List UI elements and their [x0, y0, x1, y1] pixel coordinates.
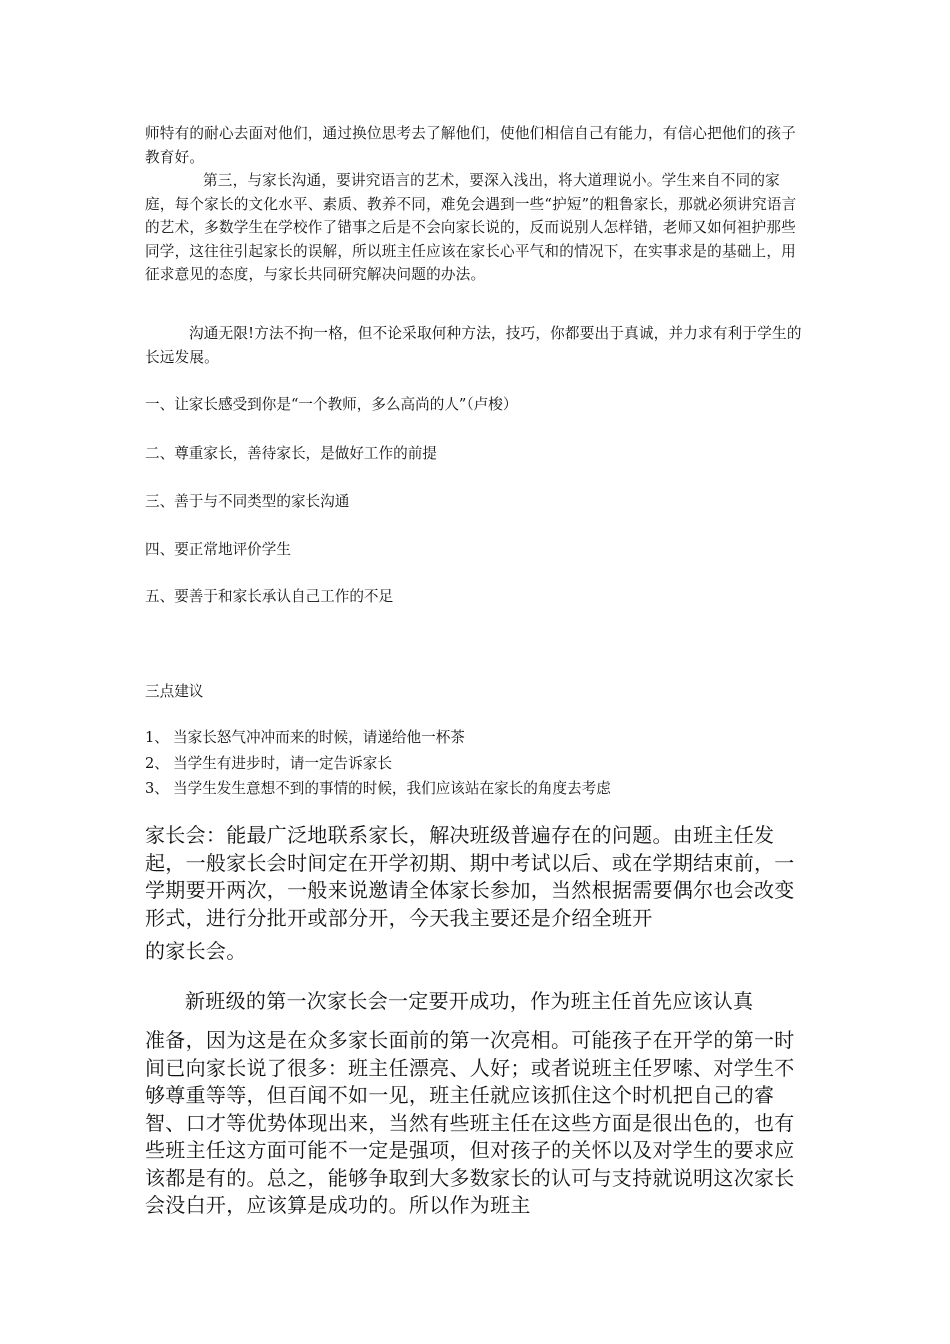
paragraph-patience: 师特有的耐心去面对他们，通过换位思考去了解他们，使他们相信自己有能力，有信心把他们的孩子教育好。: [145, 125, 796, 166]
list-item-number: 3、: [145, 780, 169, 797]
heading-4: 四、要正常地评价学生: [145, 541, 291, 558]
paragraph-language-art: 第三，与家长沟通，要讲究语言的艺术，要深入浅出，将大道理说小。学生来自不同的家庭，每个家长的文化水平、素质、教养不同，难免会遇到一些“护短”的粗鲁家长，那就必须讲究语言的艺术，多数学生在学校作了错事之后是不会向家长说的，反而说别人怎样错，老师又如何袒护那些同学，这往往引起家长的误解，所以班主任应该在家长心平气和的情况下，在实事求是的基础上，用征求意见的态度，与家长共同研究解决问题的办法。: [145, 172, 797, 284]
heading-1: 一、让家长感受到你是“一个教师，多么高尚的人”（卢梭）: [145, 396, 518, 413]
list-item: [145, 725, 611, 751]
heading-5: 五、要善于和家长承认自己工作的不足: [145, 588, 394, 605]
suggestions-list: [145, 725, 611, 802]
paragraph-parent-meeting-tail: 的家长会。: [145, 939, 247, 963]
list-item-text: 当学生发生意想不到的事情的时候，我们应该站在家长的角度去考虑: [173, 780, 611, 797]
list-item-number: 1、: [145, 729, 169, 746]
list-item: [145, 751, 611, 777]
list-item-text: 当家长怒气冲冲而来的时候，请递给他一杯茶: [173, 729, 465, 746]
paragraph-parent-meeting-intro: 家长会：能最广泛地联系家长，解决班级普遍存在的问题。由班主任发起，一般家长会时间定在开学初期、期中考试以后、或在学期结束前，一学期要开两次，一般来说邀请全体家长参加，当然根据需要偶尔也会改变形式，进行分批开或部分开，今天我主要还是介绍全班开: [145, 823, 795, 930]
paragraph-communication-sincerity: 沟通无限!方法不拘一格，但不论采取何种方法，技巧，你都要出于真诚，并力求有利于学生的长远发展。: [145, 325, 802, 366]
list-item-text: 当学生有进步时，请一定告诉家长: [173, 754, 392, 772]
list-item: [145, 776, 611, 802]
paragraph-first-meeting: 新班级的第一次家长会一定要开成功，作为班主任首先应该认真: [185, 989, 754, 1013]
suggestions-title: 三点建议: [145, 683, 204, 700]
heading-3: 三、善于与不同类型的家长沟通: [145, 493, 350, 510]
list-item-number: 2、: [145, 754, 169, 772]
paragraph-first-meeting-body: 准备，因为这是在众多家长面前的第一次亮相。可能孩子在开学的第一时间已向家长说了很多：班主任漂亮、人好；或者说班主任罗嗦、对学生不够尊重等等，但百闻不如一见，班主任就应该抓住这个时机把自己的睿智、口才等优势体现出来，当然有些班主任在这些方面是很出色的，也有些班主任这方面可能不一定是强项，但对孩子的关怀以及对学生的要求应该都是有的。总之，能够争取到大多数家长的认可与支持就说明这次家长会没白开，应该算是成功的。所以作为班主: [145, 1028, 795, 1217]
heading-2: 二、尊重家长，善待家长，是做好工作的前提: [145, 445, 437, 462]
